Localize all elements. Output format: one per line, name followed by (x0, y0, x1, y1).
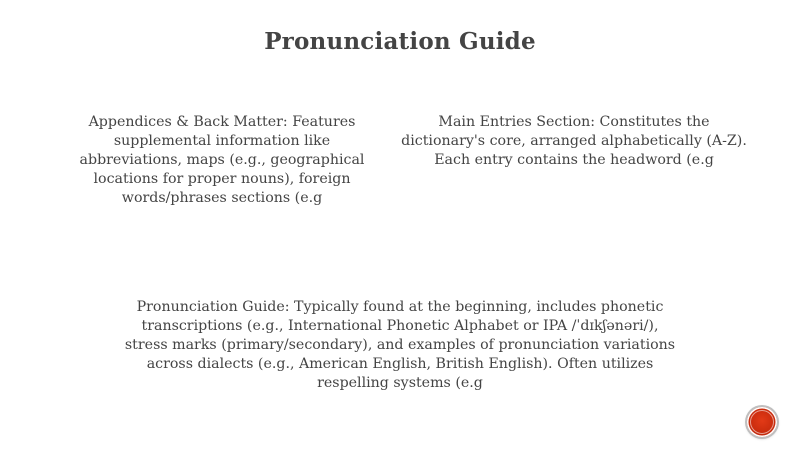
appendices-text: Appendices & Back Matter: Features supplemental information like abbreviations, maps (e.g., geographical locations for proper nouns), foreign words/phrases sections (e.g (79, 114, 365, 206)
main-entries-text: Main Entries Section: Constitutes the dictionary's core, arranged alphabetically (A-Z). Each entry contains the headword (e.g (401, 114, 747, 168)
circle-button-icon (750, 410, 774, 434)
slide-title: Pronunciation Guide (264, 28, 536, 55)
next-slide-button[interactable] (747, 407, 777, 437)
pronunciation-text: Pronunciation Guide: Typically found at the beginning, includes phonetic transcriptions (e.g., International Phonetic Alphabet or IPA /ˈdɪkʃənəri/), stress marks (primary/secondary), and examples of pronunciation variations across dialects (e.g., American English, British English). Often utilizes respelling systems (e.g (124, 299, 676, 391)
